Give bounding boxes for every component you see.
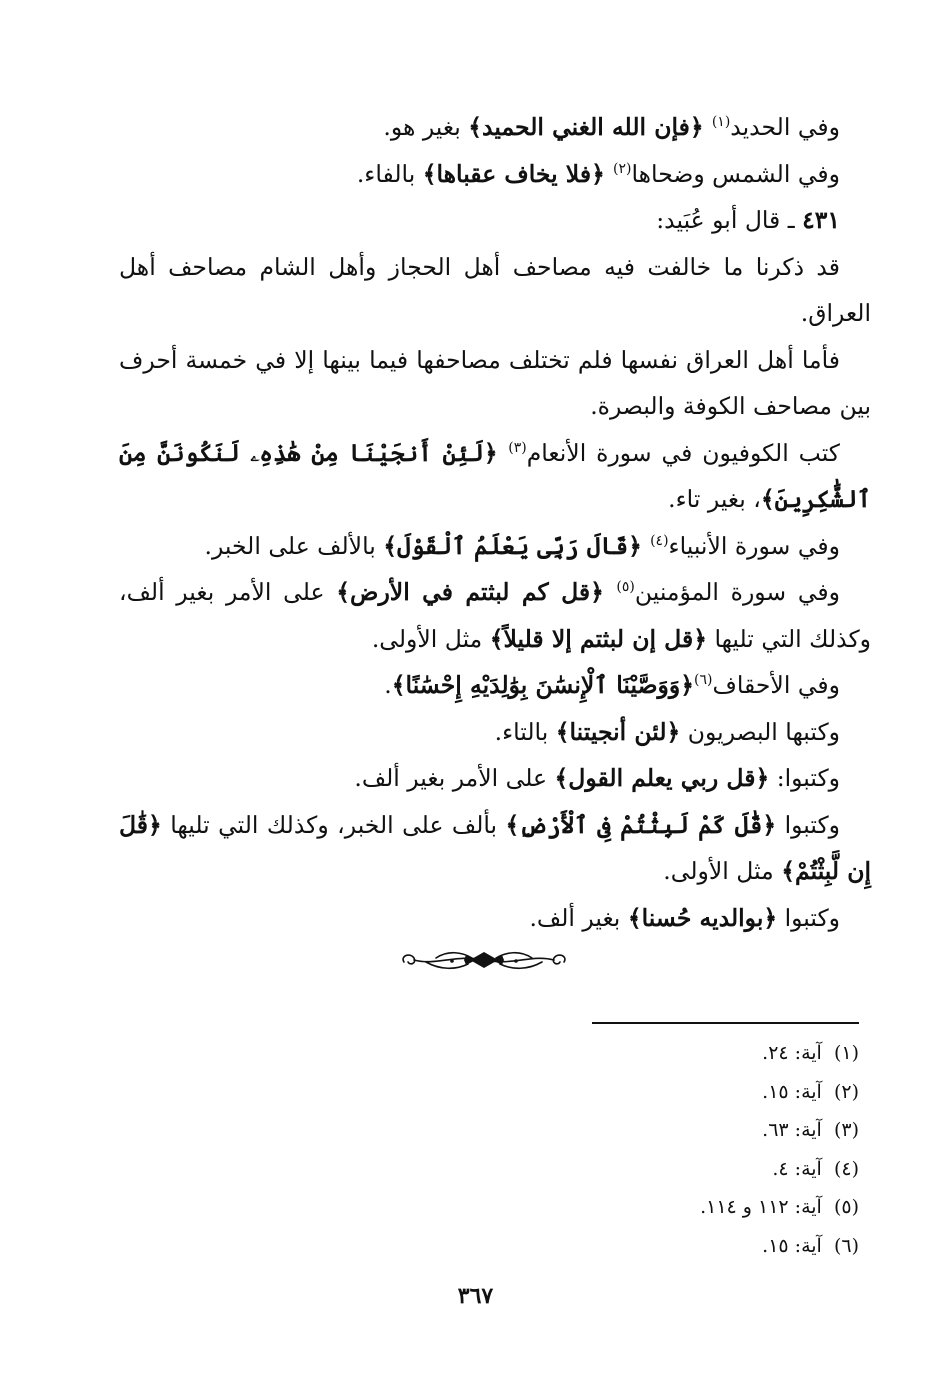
text-run: بالألف على الخبر. [204,531,384,560]
quran-quote: ﴿فإن الله الغني الحميد﴾ [468,113,712,141]
quran-quote: ٤٣١ [802,206,840,234]
footnote-ref: (٤) [650,532,669,549]
footnote-ref: (٦) [694,672,713,689]
body-paragraph [119,755,871,802]
text-run: وكتبوا [776,810,840,839]
text-run: وفي الأحقاف [712,671,840,699]
text-run: وكتبها البصريون [680,717,840,746]
footnote-item [539,1188,859,1227]
footnote-text: آية: ١١٢ و ١١٤. [700,1196,822,1218]
footnote-ref: (١) [711,114,731,131]
text-run: بالتاء. [494,717,556,746]
text-run: على الأمر بغير ألف. [354,764,555,792]
footnote-ref: (٣) [508,439,527,456]
footnote-item [539,1150,859,1189]
footnote-number: (١) [833,1042,859,1064]
quran-quote: ﴿قل كم لبثتم في الأرض﴾ [336,578,617,606]
quran-quote: ﴿بوالديه حُسنا﴾ [627,903,778,932]
footnote-number: (٤) [833,1157,859,1180]
text-run: كتب الكوفيون في سورة الأنعام [526,438,840,467]
text-run: . [384,671,392,699]
quran-quote: ﴿قل ربي يعلم القول﴾ [554,764,770,792]
body-paragraph [119,802,871,895]
footnote-number: (٥) [833,1196,859,1218]
text-run: مثل الأولى. [371,624,490,653]
footnote-separator [592,1022,859,1024]
footnotes [539,1034,859,1265]
body-paragraph [119,104,871,151]
body-paragraph [119,662,871,709]
text-run: مثل الأولى. [663,857,782,885]
footnote-ref: (٥) [616,579,635,596]
text-run: على الأمر بغير ألف، وكذلك التي تليها [119,578,871,653]
text-run: فأما أهل العراق نفسها فلم تختلف مصاحفها فيما بينها إلا في خمسة أحرف بين مصاحف الكوفة والبصرة. [119,345,871,420]
text-run: وفي سورة الأنبياء [668,531,840,560]
footnote-ref: (٢) [613,160,632,177]
text-run: ، بغير تاء. [668,485,761,513]
text-run: وكتبوا: [769,764,840,792]
footnote-text: آية: ٢٤. [762,1042,822,1064]
body-paragraph [119,337,871,430]
footnote-item [539,1034,859,1073]
page-number: ٣٦٧ [457,1283,494,1309]
quran-quote: ﴿قَٰلَ إِن لَّبِثْتُمْ﴾ [119,810,871,885]
text-run: بغير هو. [383,113,469,141]
quran-quote: ﴿قَٰلَ كَمْ لَبِثْتُمْ فِى ٱلْأَرْضِ﴾ [505,810,777,839]
body-paragraph [119,244,871,337]
footnote-item [539,1073,859,1112]
footnote-number: (٢) [833,1080,859,1103]
quran-quote: ﴿لَئِنْ أَنجَيْنَا مِنْ هَٰذِهِۦ لَنَكُونَنَّ مِنَ ٱلشَّٰكِرِينَ﴾ [119,438,871,513]
body-paragraph [119,895,871,942]
text-run: بألف على الخبر، وكذلك التي تليها [161,810,506,839]
quran-quote: ﴿فلا يخاف عقباها﴾ [422,159,614,188]
quran-quote: ﴿قل إن لبثتم إلا قليلاً﴾ [489,624,707,653]
footnote-item [539,1111,859,1150]
text-run: وفي الحديد [730,113,840,141]
body-paragraph [119,709,871,756]
footnote-number: (٦) [833,1234,859,1257]
body-text [119,104,871,941]
footnote-text: آية: ١٥. [762,1234,822,1257]
text-run: وفي سورة المؤمنين [634,578,841,606]
text-run: وفي الشمس وضحاها [631,159,840,188]
text-run: وكتبوا [777,903,840,932]
footnote-number: (٣) [833,1119,859,1141]
footnote-text: آية: ١٥. [762,1080,822,1103]
body-paragraph [119,151,871,198]
divider-ornament-icon [396,940,572,982]
footnote-item [539,1227,859,1266]
body-paragraph [119,197,871,244]
text-run: ـ قال أبو عُبَيد: [656,206,803,234]
quran-quote: ﴿قَالَ رَبِّى يَعْلَمُ ٱلْقَوْلَ﴾ [383,531,651,560]
text-run: قد ذكرنا ما خالفت فيه مصاحف أهل الحجاز وأهل الشام مصاحف أهل العراق. [119,252,871,327]
body-paragraph [119,569,871,662]
quran-quote: ﴿لئن أنجيتنا﴾ [555,717,681,746]
quran-quote: ﴿وَوَصَّيْنَا ٱلْإِنسَٰنَ بِوَٰلِدَيْهِ إِحْسَٰنًا﴾ [391,671,695,699]
body-paragraph [119,430,871,523]
body-paragraph [119,523,871,570]
footnote-text: آية: ٦٣. [762,1119,822,1141]
text-run: بغير ألف. [529,903,628,932]
footnote-text: آية: ٤. [772,1157,822,1180]
text-run: بالفاء. [356,159,423,188]
